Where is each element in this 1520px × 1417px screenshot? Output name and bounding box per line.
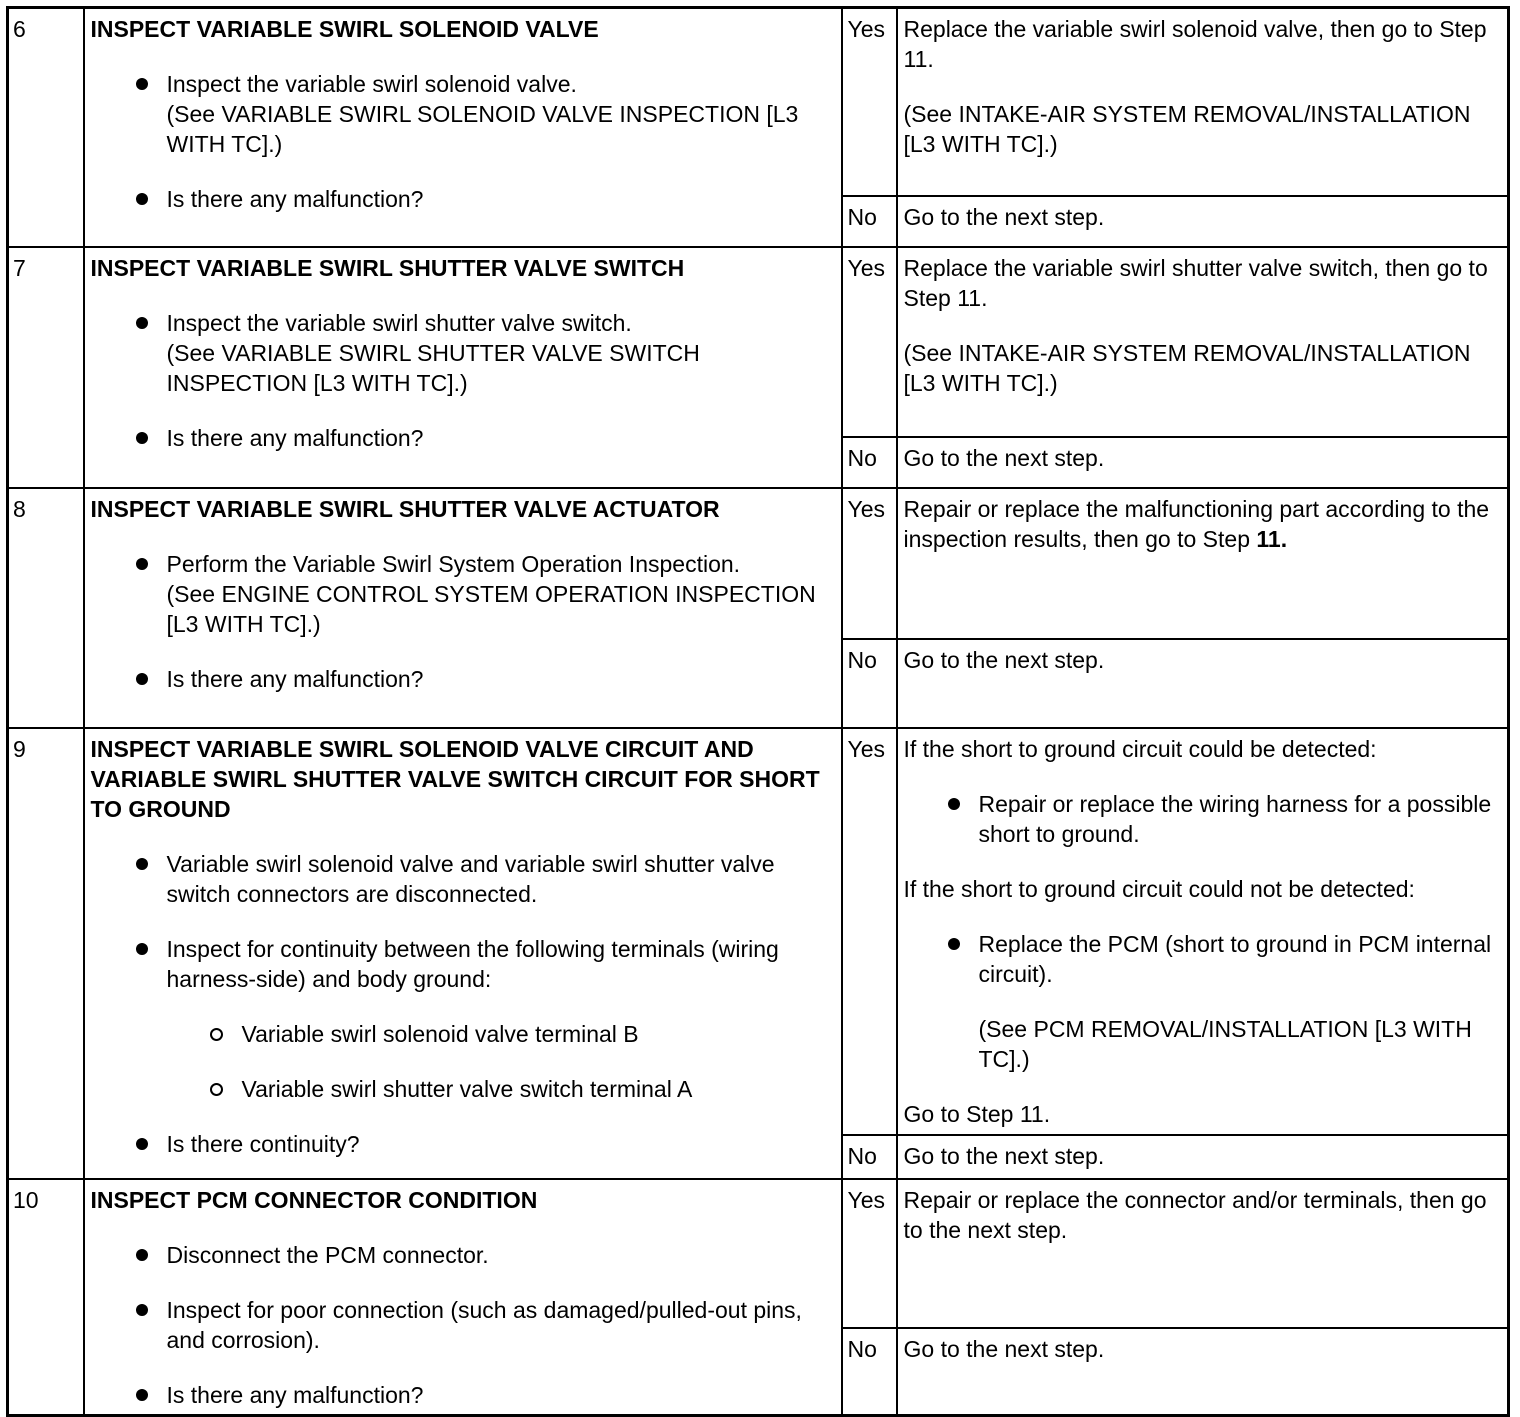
no-label: No [842,639,897,728]
step-title: INSPECT PCM CONNECTOR CONDITION [90,1187,538,1213]
action-bullet: Inspect for continuity between the following terminals (wiring harness-side) and body ground: Variable swirl solenoid valve terminal B Variable swirl shutter valve switch terminal A [91,934,835,1104]
table-row [8,8,1509,197]
yes-see-reference: (See PCM REMOVAL/INSTALLATION [L3 WITH TC].) [978,1016,1472,1072]
yes-text: Replace the variable swirl solenoid valve, then go to Step 11. [903,16,1487,72]
table-row [8,488,1509,639]
yes-label: Yes [842,1179,897,1328]
no-text: Go to the next step. [897,196,1509,247]
yes-result [897,247,1509,437]
yes-result [897,728,1509,1135]
action-bullet: Perform the Variable Swirl System Operation Inspection. [91,549,835,579]
no-text: Go to the next step. [897,437,1509,488]
table-row [8,728,1509,1135]
step-title: INSPECT VARIABLE SWIRL SHUTTER VALVE SWITCH [90,255,685,281]
action-cell [84,728,842,1179]
step-number: 8 [8,488,84,728]
question-bullet: Is there any malfunction? [91,664,835,694]
no-label: No [842,196,897,247]
yes-text: Repair or replace the connector and/or terminals, then go to the next step. [897,1179,1509,1328]
action-bullet: Variable swirl solenoid valve and variable swirl shutter valve switch connectors are disconnected. [91,849,835,909]
step-title: INSPECT VARIABLE SWIRL SHUTTER VALVE ACTUATOR [90,496,720,522]
step-title: INSPECT VARIABLE SWIRL SOLENOID VALVE [90,16,599,42]
action-cell [84,247,842,488]
no-text: Go to the next step. [897,639,1509,728]
see-reference: (See VARIABLE SWIRL SOLENOID VALVE INSPECTION [L3 WITH TC].) [166,101,799,157]
table-row [8,1179,1509,1328]
action-bullet: Inspect the variable swirl solenoid valve. [91,69,835,99]
result-bullet: Repair or replace the wiring harness for a possible short to ground. [904,789,1502,849]
yes-result [897,8,1509,197]
sub-bullet: Variable swirl solenoid valve terminal B [167,1019,835,1049]
step-number: 10 [8,1179,84,1416]
yes-see-reference: (See INTAKE-AIR SYSTEM REMOVAL/INSTALLATION [L3 WITH TC].) [903,340,1471,396]
yes-goto: Go to Step 11. [903,1101,1051,1127]
step-number: 7 [8,247,84,488]
see-reference: (See VARIABLE SWIRL SHUTTER VALVE SWITCH INSPECTION [L3 WITH TC].) [166,340,700,396]
yes-label: Yes [842,8,897,197]
question-bullet: Is there any malfunction? [91,1380,835,1410]
yes-condition-not-detected: If the short to ground circuit could not be detected: [903,876,1415,902]
yes-result [897,488,1509,639]
question-bullet: Is there any malfunction? [91,184,835,214]
yes-text: Replace the variable swirl shutter valve switch, then go to Step 11. [903,255,1488,311]
step-number: 9 [8,728,84,1179]
no-label: No [842,1135,897,1179]
question-bullet: Is there any malfunction? [91,423,835,453]
result-bullet: Replace the PCM (short to ground in PCM internal circuit). [904,929,1502,989]
step-reference: 11. [1256,526,1288,552]
diagnostic-procedure-table [6,6,1510,1417]
action-bullet: Inspect the variable swirl shutter valve switch. [91,308,835,338]
action-bullet: Inspect for poor connection (such as damaged/pulled-out pins, and corrosion). [91,1295,835,1355]
see-reference: (See ENGINE CONTROL SYSTEM OPERATION INSPECTION [L3 WITH TC].) [166,581,816,637]
action-cell [84,488,842,728]
yes-text: Repair or replace the malfunctioning part according to the inspection results, then go to Step 11. [903,496,1490,552]
step-title: INSPECT VARIABLE SWIRL SOLENOID VALVE CIRCUIT AND VARIABLE SWIRL SHUTTER VALVE SWITCH CIRCUIT FOR SHORT TO GROUND [90,736,820,822]
yes-label: Yes [842,728,897,1135]
yes-see-reference: (See INTAKE-AIR SYSTEM REMOVAL/INSTALLATION [L3 WITH TC].) [903,101,1471,157]
yes-condition-detected: If the short to ground circuit could be detected: [903,736,1377,762]
no-label: No [842,437,897,488]
step-number: 6 [8,8,84,248]
table-row [8,247,1509,437]
sub-bullet: Variable swirl shutter valve switch terminal A [167,1074,835,1104]
action-bullet: Disconnect the PCM connector. [91,1240,835,1270]
action-cell [84,8,842,248]
no-text: Go to the next step. [897,1328,1509,1416]
action-cell [84,1179,842,1416]
no-label: No [842,1328,897,1416]
yes-label: Yes [842,488,897,639]
no-text: Go to the next step. [897,1135,1509,1179]
yes-label: Yes [842,247,897,437]
question-bullet: Is there continuity? [91,1129,835,1159]
